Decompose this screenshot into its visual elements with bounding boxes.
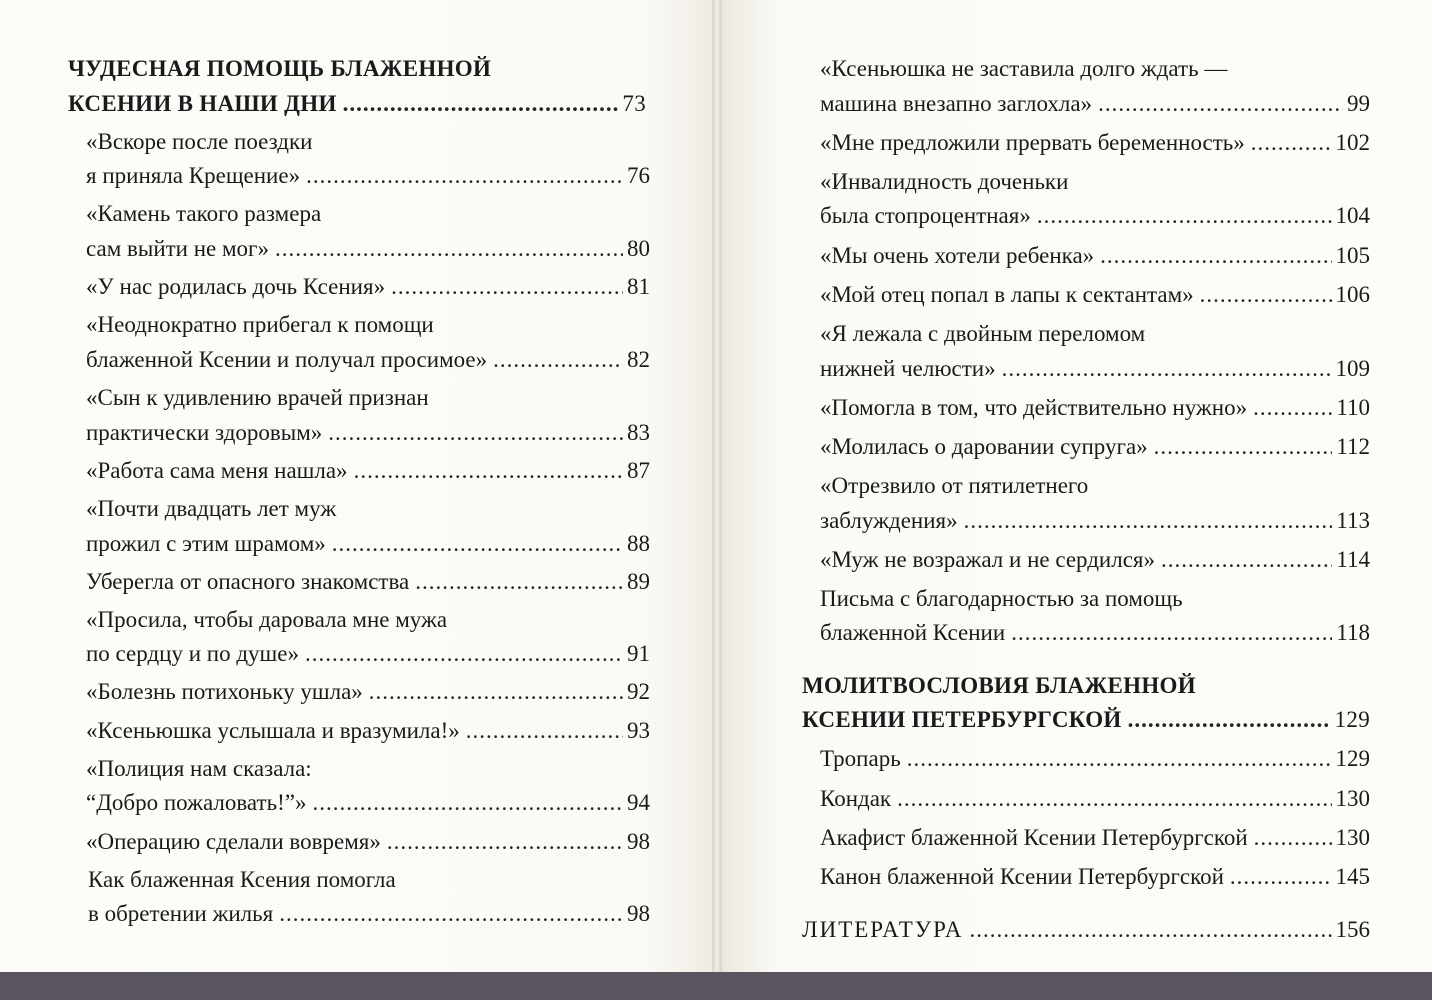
dot-leader (1011, 616, 1332, 651)
toc-entry-leader-line (86, 565, 654, 600)
toc-entry-title-line: практически здоровым» (86, 419, 323, 445)
toc-entry-leader-line (820, 860, 1370, 895)
dot-leader (1251, 126, 1332, 161)
toc-entry (68, 454, 654, 489)
dot-leader (1002, 352, 1332, 387)
toc-entry (802, 52, 1370, 121)
left-page (0, 0, 712, 972)
toc-entry-title-line: ЛИТЕРАТУРА (802, 916, 964, 942)
toc-page-number: 145 (1335, 864, 1370, 890)
toc-entry (68, 197, 654, 266)
toc-page-number: 99 (1347, 90, 1370, 116)
toc-page-number: 83 (627, 419, 650, 445)
toc-entry-title-line: «У нас родилась дочь Ксения» (86, 274, 386, 300)
right-page (722, 0, 1432, 972)
toc-entry-title-line: Уберегла от опасного знакомства (86, 568, 410, 594)
toc-entry (68, 270, 654, 305)
toc-page-number: 118 (1336, 620, 1370, 646)
toc-entry-title-line: Письма с благодарностью за помощь (820, 585, 1183, 611)
toc-entry-leader-line (88, 897, 654, 932)
toc-entry-leader-line (802, 703, 1370, 738)
toc-entry-title-line: я приняла Крещение» (86, 163, 301, 189)
toc-entry-title-line: по сердцу и по душе» (86, 641, 299, 667)
toc-entry (802, 239, 1370, 274)
toc-entry (802, 742, 1370, 777)
toc-entry-title-line: «Почти двадцать лет муж (86, 496, 337, 522)
toc-entry-title-line: «Инвалидность доченьки (820, 168, 1069, 194)
dot-leader (391, 270, 623, 305)
toc-entry-leader-line (86, 343, 654, 378)
toc-entry-title-line: “Добро пожаловать!”» (86, 790, 307, 816)
dot-leader (1128, 703, 1331, 738)
toc-entry-title-line: Акафист блаженной Ксении Петербургской (820, 824, 1248, 850)
toc-entry-title-line: нижней челюсти» (820, 355, 996, 381)
dot-leader (305, 637, 623, 672)
toc-page-number: 109 (1335, 355, 1370, 381)
toc-entry (68, 825, 654, 860)
toc-page-number: 114 (1336, 546, 1370, 572)
toc-entry-title-line: «Камень такого размера (86, 201, 322, 227)
toc-page-number: 82 (627, 346, 650, 372)
toc-entry-leader-line (820, 278, 1370, 313)
toc-entry-title-line: блаженной Ксении и получал просимое» (86, 346, 488, 372)
toc-entry-leader-line (86, 825, 654, 860)
toc-entry (68, 308, 654, 377)
toc-entry-leader-line (86, 159, 654, 194)
toc-entry-leader-line (86, 786, 654, 821)
toc-entry (802, 391, 1370, 426)
toc-entry (68, 125, 654, 194)
dot-leader (1253, 391, 1332, 426)
toc-entry-leader-line (86, 454, 654, 489)
toc-page-number: 106 (1335, 281, 1370, 307)
left-toc (68, 52, 654, 932)
toc-entry (68, 714, 654, 749)
toc-entry-leader-line (802, 913, 1370, 948)
dot-leader (387, 825, 623, 860)
toc-entry-title-line: Кондак (820, 785, 892, 811)
toc-entry-leader-line (820, 430, 1370, 465)
dot-leader (369, 675, 623, 710)
toc-entry-leader-line (820, 239, 1370, 274)
toc-entry-title-line: машина внезапно заглохла» (820, 90, 1093, 116)
toc-entry-title-line: сам выйти не мог» (86, 235, 269, 261)
toc-page-number: 98 (627, 828, 650, 854)
dot-leader (466, 714, 623, 749)
toc-entry-title-line: «Болезнь потихоньку ушла» (86, 679, 363, 705)
dot-leader (1098, 87, 1343, 122)
toc-entry-title-line: в обретении жилья (88, 901, 274, 927)
toc-page-number: 112 (1336, 434, 1370, 460)
toc-page-number: 105 (1335, 242, 1370, 268)
toc-entry (68, 752, 654, 821)
toc-section-heading (68, 52, 654, 121)
toc-entry-title-line: «Ксеньюшка услышала и вразумила!» (86, 717, 460, 743)
dot-leader (1154, 430, 1333, 465)
toc-entry-leader-line (820, 782, 1370, 817)
toc-entry-title-line: «Работа сама меня нашла» (86, 457, 348, 483)
toc-entry-title-line: блаженной Ксении (820, 620, 1006, 646)
toc-entry (802, 821, 1370, 856)
dot-leader (897, 782, 1331, 817)
toc-entry-title-line: Канон блаженной Ксении Петербургской (820, 864, 1224, 890)
dot-leader (332, 527, 623, 562)
toc-entry-title-line: МОЛИТВОСЛОВИЯ БЛАЖЕННОЙ (802, 672, 1196, 698)
toc-page-number: 89 (627, 568, 650, 594)
dot-leader (312, 786, 623, 821)
toc-entry-leader-line (820, 742, 1370, 777)
toc-page-number: 130 (1335, 785, 1370, 811)
dot-leader (415, 565, 623, 600)
toc-entry-leader-line (820, 352, 1370, 387)
toc-entry-leader-line (86, 416, 654, 451)
toc-page-number: 73 (622, 90, 646, 116)
toc-section-heading (802, 669, 1370, 738)
toc-page-number: 80 (627, 235, 650, 261)
toc-entry (68, 675, 654, 710)
toc-entry (802, 543, 1370, 578)
dot-leader (1230, 860, 1332, 895)
toc-page-number: 110 (1336, 394, 1370, 420)
toc-entry-title-line: «Отрезвило от пятилетнего (820, 473, 1089, 499)
toc-page-number: 102 (1335, 129, 1370, 155)
dot-leader (328, 416, 623, 451)
toc-entry-leader-line (86, 675, 654, 710)
toc-entry (68, 492, 654, 561)
toc-entry (802, 782, 1370, 817)
toc-entry-title-line: Тропарь (820, 746, 901, 772)
toc-entry-title-line: прожил с этим шрамом» (86, 530, 326, 556)
toc-entry-title-line: была стопроцентная» (820, 203, 1031, 229)
toc-page-number: 93 (627, 717, 650, 743)
toc-entry-title-line: КСЕНИИ ПЕТЕРБУРГСКОЙ (802, 707, 1122, 733)
toc-entry-leader-line (820, 821, 1370, 856)
toc-entry-title-line: КСЕНИИ В НАШИ ДНИ (68, 90, 337, 116)
toc-entry-title-line: «Мы очень хотели ребенка» (820, 242, 1095, 268)
toc-entry-title-line: «Операцию сделали вовремя» (86, 828, 381, 854)
toc-entry-leader-line (820, 87, 1370, 122)
dot-leader (279, 897, 623, 932)
toc-entry-leader-line (820, 199, 1370, 234)
toc-entry-leader-line (820, 126, 1370, 161)
toc-entry-title-line: «Просила, чтобы даровала мне мужа (86, 606, 448, 632)
dot-leader (970, 913, 1332, 948)
book-gutter (712, 0, 722, 972)
toc-entry-title-line: «Я лежала с двойным переломом (820, 321, 1146, 347)
toc-entry (68, 565, 654, 600)
toc-page-number: 113 (1336, 507, 1370, 533)
toc-entry (68, 381, 654, 450)
toc-page-number: 94 (627, 790, 650, 816)
dot-leader (1037, 199, 1332, 234)
toc-entry-title-line: «Мне предложили прервать беременность» (820, 129, 1245, 155)
dot-leader (343, 87, 619, 122)
toc-entry (802, 469, 1370, 538)
toc-page-number: 129 (1334, 707, 1370, 733)
toc-entry-title-line: «Ксеньюшка не заставила долго ждать — (820, 56, 1228, 81)
toc-entry-leader-line (820, 616, 1370, 651)
toc-page-number: 88 (627, 530, 650, 556)
toc-entry-title-line: «Полиция нам сказала: (86, 755, 312, 781)
dot-leader (493, 343, 623, 378)
toc-page-number: 76 (627, 163, 650, 189)
dot-leader (1200, 278, 1332, 313)
toc-entry (802, 165, 1370, 234)
toc-entry (68, 863, 654, 932)
toc-entry-leader-line (86, 270, 654, 305)
toc-entry (802, 582, 1370, 651)
dot-leader (354, 454, 623, 489)
toc-entry-leader-line (86, 527, 654, 562)
toc-entry-title-line: ЧУДЕСНАЯ ПОМОЩЬ БЛАЖЕННОЙ (68, 56, 492, 81)
toc-entry (802, 126, 1370, 161)
toc-page-number: 104 (1335, 203, 1370, 229)
dot-leader (1161, 543, 1332, 578)
toc-entry (802, 913, 1370, 948)
dot-leader (1254, 821, 1332, 856)
toc-entry-leader-line (86, 232, 654, 267)
toc-page-number: 91 (627, 641, 650, 667)
toc-page-number: 156 (1335, 916, 1370, 942)
toc-entry-title-line: заблуждения» (820, 507, 958, 533)
toc-entry (802, 317, 1370, 386)
toc-entry (802, 278, 1370, 313)
dot-leader (907, 742, 1332, 777)
toc-entry-title-line: Как блаженная Ксения помогла (88, 866, 396, 892)
toc-entry-leader-line (68, 87, 654, 122)
toc-page-number: 130 (1335, 824, 1370, 850)
toc-entry-title-line: «Муж не возражал и не сердился» (820, 546, 1156, 572)
toc-entry-title-line: «Мой отец попал в лапы к сектантам» (820, 281, 1194, 307)
toc-entry-leader-line (820, 504, 1370, 539)
toc-entry (802, 860, 1370, 895)
toc-page-number: 92 (627, 679, 650, 705)
toc-page-number: 129 (1335, 746, 1370, 772)
toc-entry-leader-line (86, 714, 654, 749)
toc-entry-leader-line (820, 543, 1370, 578)
toc-entry (802, 430, 1370, 465)
toc-entry-title-line: «Вскоре после поездки (86, 128, 313, 154)
toc-page-number: 81 (627, 274, 650, 300)
toc-entry-title-line: «Молилась о даровании супруга» (820, 434, 1148, 460)
toc-entry (68, 603, 654, 672)
dot-leader (1100, 239, 1331, 274)
toc-page-number: 87 (627, 457, 650, 483)
toc-entry-title-line: «Помогла в том, что действительно нужно» (820, 394, 1248, 420)
right-toc (802, 52, 1370, 947)
dot-leader (306, 159, 623, 194)
toc-entry-title-line: «Неоднократно прибегал к помощи (86, 312, 434, 338)
dot-leader (964, 504, 1333, 539)
toc-entry-leader-line (820, 391, 1370, 426)
toc-page-number: 98 (627, 901, 650, 927)
toc-entry-title-line: «Сын к удивлению врачей признан (86, 385, 429, 411)
dot-leader (275, 232, 623, 267)
toc-entry-leader-line (86, 637, 654, 672)
